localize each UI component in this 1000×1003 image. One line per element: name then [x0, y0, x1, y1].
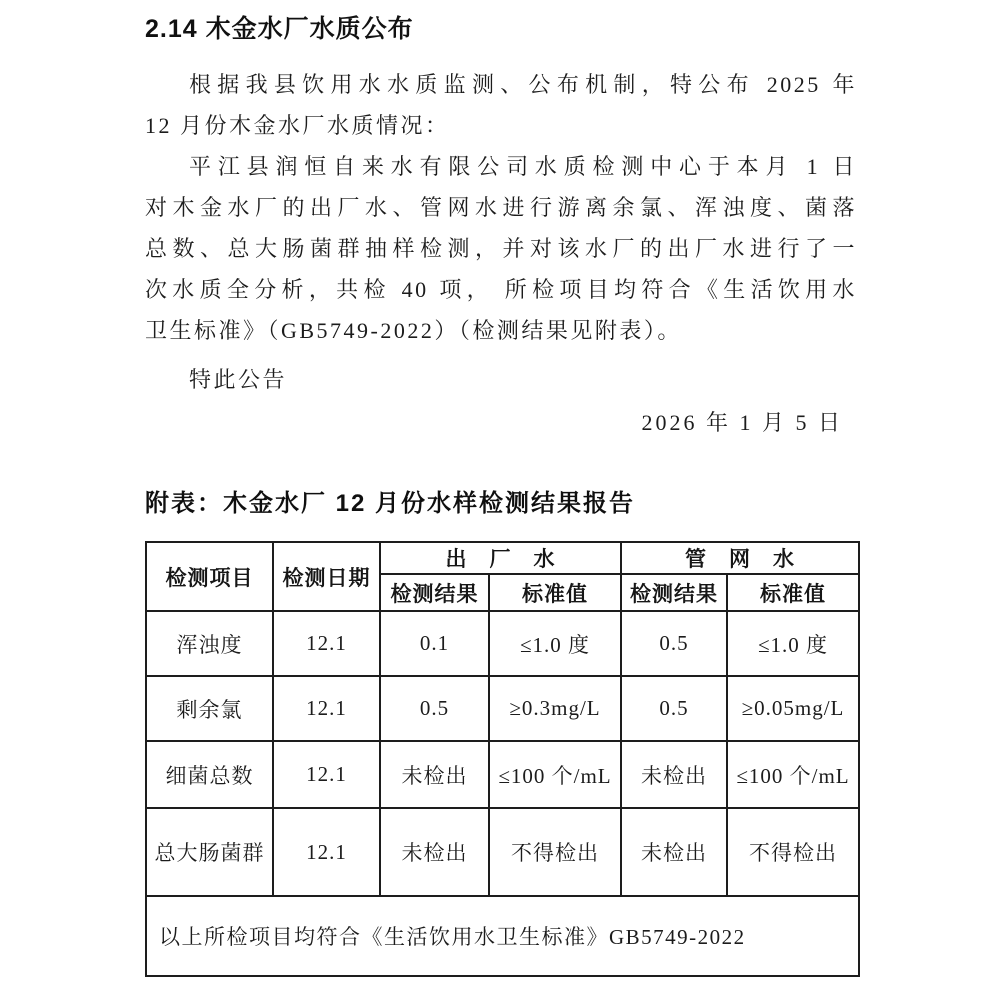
paragraph-detail: [145, 146, 857, 351]
cell-pipe-result: 0.5: [621, 676, 727, 741]
paragraph-line: 总数、总大肠菌群抽样检测，并对该水厂的出厂水进行了一: [145, 236, 857, 261]
cell-factory-standard: 不得检出: [489, 808, 621, 896]
cell-item: 总大肠菌群: [146, 808, 273, 896]
header-pipe-standard: 标准值: [727, 574, 859, 611]
paragraph-line: 对木金水厂的出厂水、管网水进行游离余氯、浑浊度、菌落: [145, 195, 857, 220]
header-date: 检测日期: [273, 542, 380, 611]
table-header-row: [146, 542, 859, 574]
cell-item: 细菌总数: [146, 741, 273, 808]
cell-date: 12.1: [273, 611, 380, 676]
paragraph-line: 次水质全分析，共检 40 项， 所检项目均符合《生活饮用水: [145, 277, 857, 302]
paragraph-line: 根据我县饮用水水质监测、公布机制，特公布 2025 年: [189, 72, 857, 97]
header-pipe-result: 检测结果: [621, 574, 727, 611]
date-line: 2026 年 1 月 5 日: [641, 410, 843, 435]
cell-factory-standard: ≤1.0 度: [489, 611, 621, 676]
cell-pipe-result: 0.5: [621, 611, 727, 676]
header-factory-water: 出 厂 水: [380, 542, 621, 574]
table-footer-note: 以上所检项目均符合《生活饮用水卫生标准》GB5749-2022: [146, 896, 859, 976]
cell-date: 12.1: [273, 741, 380, 808]
cell-date: 12.1: [273, 676, 380, 741]
cell-pipe-standard: 不得检出: [727, 808, 859, 896]
table-footer-row: [146, 896, 859, 976]
cell-factory-result: 未检出: [380, 741, 489, 808]
cell-pipe-result: 未检出: [621, 741, 727, 808]
cell-item: 浑浊度: [146, 611, 273, 676]
cell-factory-result: 0.5: [380, 676, 489, 741]
header-item: 检测项目: [146, 542, 273, 611]
cell-item: 剩余氯: [146, 676, 273, 741]
header-factory-result: 检测结果: [380, 574, 489, 611]
table-row: [146, 741, 859, 808]
cell-pipe-result: 未检出: [621, 808, 727, 896]
cell-pipe-standard: ≥0.05mg/L: [727, 676, 859, 741]
cell-date: 12.1: [273, 808, 380, 896]
paragraph-line: 卫生标准》（GB5749-2022）（检测结果见附表）。: [145, 318, 682, 343]
paragraph-line: 12 月份木金水厂水质情况：: [145, 113, 450, 138]
document-content: [145, 12, 857, 977]
paragraph-intro: [145, 64, 857, 146]
cell-factory-result: 0.1: [380, 611, 489, 676]
table-row: [146, 676, 859, 741]
cell-factory-result: 未检出: [380, 808, 489, 896]
table-row: [146, 611, 859, 676]
cell-factory-standard: ≥0.3mg/L: [489, 676, 621, 741]
cell-pipe-standard: ≤100 个/mL: [727, 741, 859, 808]
header-factory-standard: 标准值: [489, 574, 621, 611]
results-table: [145, 541, 860, 977]
cell-pipe-standard: ≤1.0 度: [727, 611, 859, 676]
closing-statement: 特此公告: [189, 367, 288, 392]
table-caption: 附表：木金水厂 12 月份水样检测结果报告: [145, 490, 636, 517]
cell-factory-standard: ≤100 个/mL: [489, 741, 621, 808]
section-title: 2.14 木金水厂水质公布: [145, 15, 414, 43]
paragraph-line: 平江县润恒自来水有限公司水质检测中心于本月 1 日: [189, 154, 857, 179]
table-row: [146, 808, 859, 896]
header-pipe-water: 管 网 水: [621, 542, 859, 574]
